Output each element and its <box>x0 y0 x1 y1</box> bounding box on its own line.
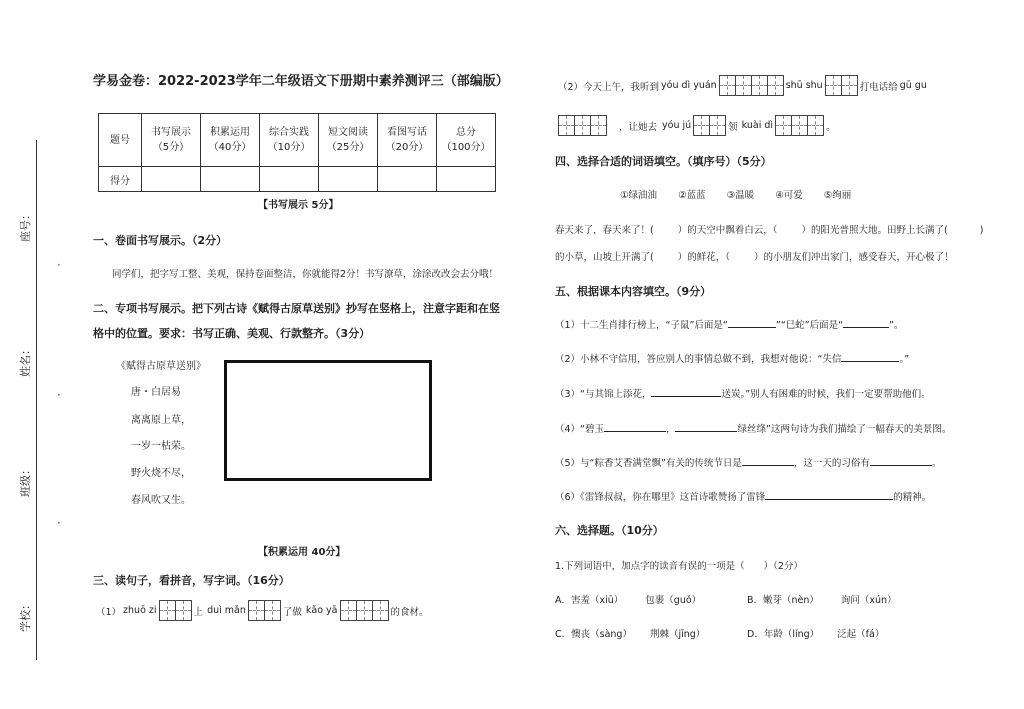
pinyin: kuài dì <box>741 120 774 131</box>
option-text: C．懊丧（sàng） <box>555 629 632 640</box>
q1-text: 同学们，把字写工整、美观，保持卷面整洁，你就能得2分！书写潦草，涂涂改改会去分哦！ <box>112 269 499 280</box>
fill-blank[interactable] <box>841 351 899 362</box>
pinyin: yóu dì yuán <box>661 80 717 91</box>
section-accum-header: 【积累运用 40分】 <box>258 547 346 558</box>
score-table-header-row <box>99 114 496 167</box>
seat-label: 座号： <box>19 209 32 242</box>
tianzige-grid[interactable] <box>825 75 858 96</box>
pinyin: gū gu <box>899 80 927 91</box>
fill-blank[interactable] <box>742 455 794 466</box>
q6-option-a <box>555 592 701 606</box>
text: 了做 <box>282 606 302 618</box>
q5-item <box>555 317 903 331</box>
poem-author: 唐・白居易 <box>131 387 181 398</box>
score-cell[interactable] <box>142 167 201 192</box>
grid-cell[interactable] <box>826 76 841 95</box>
poem-line: 一岁一枯荣。 <box>131 441 191 452</box>
q4-option: ④可爱 <box>775 190 803 201</box>
pinyin: kǎo yā <box>305 605 338 616</box>
fill-blank[interactable] <box>870 455 932 466</box>
score-cell[interactable] <box>319 167 378 192</box>
score-cell[interactable] <box>260 167 319 192</box>
grid-cell[interactable] <box>776 116 791 135</box>
score-cell[interactable] <box>201 167 260 192</box>
pinyin: duì mǎn <box>207 605 246 616</box>
q5-item <box>555 455 941 469</box>
grid-cell[interactable] <box>751 76 767 95</box>
fill-blank[interactable] <box>765 489 893 500</box>
grid-cell[interactable] <box>574 116 590 135</box>
name-label: 姓名： <box>19 344 32 377</box>
score-table-header: 总分 （100分） <box>437 114 496 167</box>
option-text: 泛起（fá） <box>837 629 885 640</box>
q5-text: （1）十二生肖排行榜上，“子鼠”后面是“ <box>555 320 728 331</box>
option-text: A．害羞（xiū） <box>555 595 624 606</box>
pinyin: shū shu <box>785 80 823 91</box>
binding-dot: • <box>57 392 61 399</box>
grid-cell[interactable] <box>720 76 735 95</box>
score-row-label: 得分 <box>99 167 142 192</box>
q4-options <box>620 187 851 201</box>
fill-blank[interactable] <box>651 386 721 397</box>
binding-dot: • <box>57 520 61 527</box>
q4-text: ) <box>979 225 984 236</box>
q3-sentence-1 <box>96 600 429 621</box>
option-text: D．年龄（líng） <box>747 629 820 640</box>
tianzige-grid[interactable] <box>159 600 192 621</box>
score-cell[interactable] <box>378 167 437 192</box>
q5-item <box>555 351 909 365</box>
poem-line: 离离原上草， <box>131 415 191 426</box>
q5-item <box>555 421 951 435</box>
grid-cell[interactable] <box>709 116 725 135</box>
q6-option-b <box>747 592 897 606</box>
grid-cell[interactable] <box>175 601 191 620</box>
q5-text: 。” <box>899 354 910 365</box>
q5-text: 。 <box>931 458 942 469</box>
text: 上 <box>193 606 204 618</box>
q5-text: 绿丝绦”这两句诗为我们描绘了一幅春天的美景图。 <box>737 424 952 435</box>
score-table-header: 积累运用 （40分） <box>201 114 260 167</box>
q6-question-1: 1.下列词语中，加点字的读音有误的一项是（ ）（2分） <box>555 561 803 572</box>
q5-text: ， <box>665 424 676 435</box>
grid-cell[interactable] <box>249 601 264 620</box>
q4-text: ）的小朋友们冲出家门，感受春天，开心极了！ <box>753 252 954 263</box>
q4-line2 <box>555 249 954 263</box>
text: 。 <box>826 121 836 133</box>
option-text: 询问（xún） <box>840 595 897 606</box>
option-text: B．嫩芽（nèn） <box>747 595 819 606</box>
q6-title: 六、选择题。（10分） <box>555 524 664 537</box>
text: 领 <box>728 121 738 133</box>
q5-title: 五、根据课本内容填空。（9分） <box>555 285 712 298</box>
score-table-score-row <box>99 167 496 192</box>
q5-item <box>555 489 931 503</box>
q5-text: ”“巳蛇”后面是“ <box>775 320 843 331</box>
q4-option: ③温暖 <box>726 190 755 201</box>
score-table-header: 题号 <box>99 114 142 167</box>
poem-title: 《赋得古原草送别》 <box>116 361 206 372</box>
q5-text: （5）与“粽香艾香满堂飘”有关的传统节日是 <box>555 458 742 469</box>
q6-option-c <box>555 626 705 640</box>
q4-option: ②蓝蓝 <box>678 190 706 201</box>
q4-line1 <box>555 222 983 236</box>
grid-cell[interactable] <box>841 76 857 95</box>
grid-cell[interactable] <box>694 116 709 135</box>
class-label: 班级： <box>19 464 32 497</box>
poem-line: 野火烧不尽， <box>131 468 191 479</box>
q5-text: ”。 <box>889 320 904 331</box>
grid-cell[interactable] <box>807 116 823 135</box>
q4-title: 四、选择合适的词语填空。（填序号）（5分） <box>555 155 772 168</box>
q4-text: ）的阳光普照大地。田野上长满了( <box>801 225 948 236</box>
exam-title: 学易金卷：2022-2023学年二年级语文下册期中素养测评三（部编版） <box>93 74 509 89</box>
grid-cell[interactable] <box>791 116 807 135</box>
text: ，让她去 <box>619 121 658 133</box>
text: 打电话给 <box>859 81 898 93</box>
tianzige-grid[interactable] <box>558 115 607 136</box>
grid-cell[interactable] <box>767 76 783 95</box>
score-table-header: 看图写话 （20分） <box>378 114 437 167</box>
q5-text: 送炭。”别人有困难的时候，我们一定要帮助他们。 <box>721 389 931 400</box>
option-text: 包裹（guǒ） <box>645 595 702 606</box>
fill-blank[interactable] <box>728 317 776 328</box>
q3-sentence-2a <box>558 75 929 96</box>
grid-cell[interactable] <box>735 76 751 95</box>
text: 的食材。 <box>390 606 429 618</box>
tianzige-grid[interactable] <box>719 75 784 96</box>
fill-blank[interactable] <box>843 317 889 328</box>
fill-blank[interactable] <box>604 421 666 432</box>
grid-cell[interactable] <box>559 116 574 135</box>
score-cell[interactable] <box>437 167 496 192</box>
option-text: 荆棘（jīng） <box>649 629 706 640</box>
q4-text: 的小草，山坡上开满了( <box>555 252 654 263</box>
q6-option-d <box>747 626 884 640</box>
score-table-header: 综合实践 （10分） <box>260 114 319 167</box>
grid-cell[interactable] <box>160 601 175 620</box>
q4-text: ）的天空中飘着白云，（ <box>677 225 778 236</box>
fill-blank[interactable] <box>675 421 737 432</box>
text: （2）今天上午，我听到 <box>558 81 660 93</box>
binding-dot: • <box>57 262 61 269</box>
grid-cell[interactable] <box>590 116 606 135</box>
q5-text: （2）小林不守信用，答应别人的事情总做不到，我想对他说：“失信 <box>555 354 842 365</box>
grid-cell[interactable] <box>341 601 356 620</box>
q1-title: 一、卷面书写展示。（2分） <box>93 234 228 247</box>
q3-title: 三、读句子，看拼音，写字词。（16分） <box>93 574 290 587</box>
poem-line: 春风吹又生。 <box>131 495 191 506</box>
tianzige-grid[interactable] <box>775 115 824 136</box>
q5-text: （6）《雷锋叔叔，你在哪里》这首诗歌赞扬了雷锋 <box>555 492 766 503</box>
q5-text: ，这一天的习俗有 <box>793 458 870 469</box>
tianzige-grid[interactable] <box>693 115 726 136</box>
pinyin: yóu jú <box>662 120 692 131</box>
tianzige-grid[interactable] <box>248 600 281 621</box>
q4-option: ⑤绚丽 <box>823 190 852 201</box>
q5-text: （3）“与其锦上添花， <box>555 389 652 400</box>
score-table-header: 书写展示 （5分） <box>142 114 201 167</box>
tianzige-grid[interactable] <box>340 600 389 621</box>
q3-sentence-2b <box>558 115 836 136</box>
grid-cell[interactable] <box>264 601 280 620</box>
q4-text: ）的鲜花，（ <box>677 252 730 263</box>
q5-item <box>555 386 931 400</box>
pinyin: zhuō zi <box>123 605 157 616</box>
score-table <box>98 113 496 192</box>
q2-title-line1: 二、专项书写展示。把下列古诗《赋得古原草送别》抄写在竖格上，注意字距和在竖 <box>93 302 500 315</box>
school-label: 学校： <box>19 599 32 632</box>
section-writing-header: 【书写展示 5分】 <box>258 200 339 211</box>
poem-copy-box[interactable] <box>224 360 432 481</box>
q2-title-line2: 格中的位置。要求：书写正确、美观、行款整齐。（3分） <box>93 327 371 340</box>
grid-cell[interactable] <box>356 601 372 620</box>
score-table-header: 短文阅读 （25分） <box>319 114 378 167</box>
q5-text: 的精神。 <box>893 492 932 503</box>
binding-line <box>36 140 37 660</box>
q3-s1-num: （1） <box>96 606 122 618</box>
q4-text: 春天来了，春天来了！( <box>555 225 654 236</box>
q4-option: ①绿油油 <box>620 190 658 201</box>
q5-text: （4）“碧玉 <box>555 424 604 435</box>
grid-cell[interactable] <box>372 601 388 620</box>
